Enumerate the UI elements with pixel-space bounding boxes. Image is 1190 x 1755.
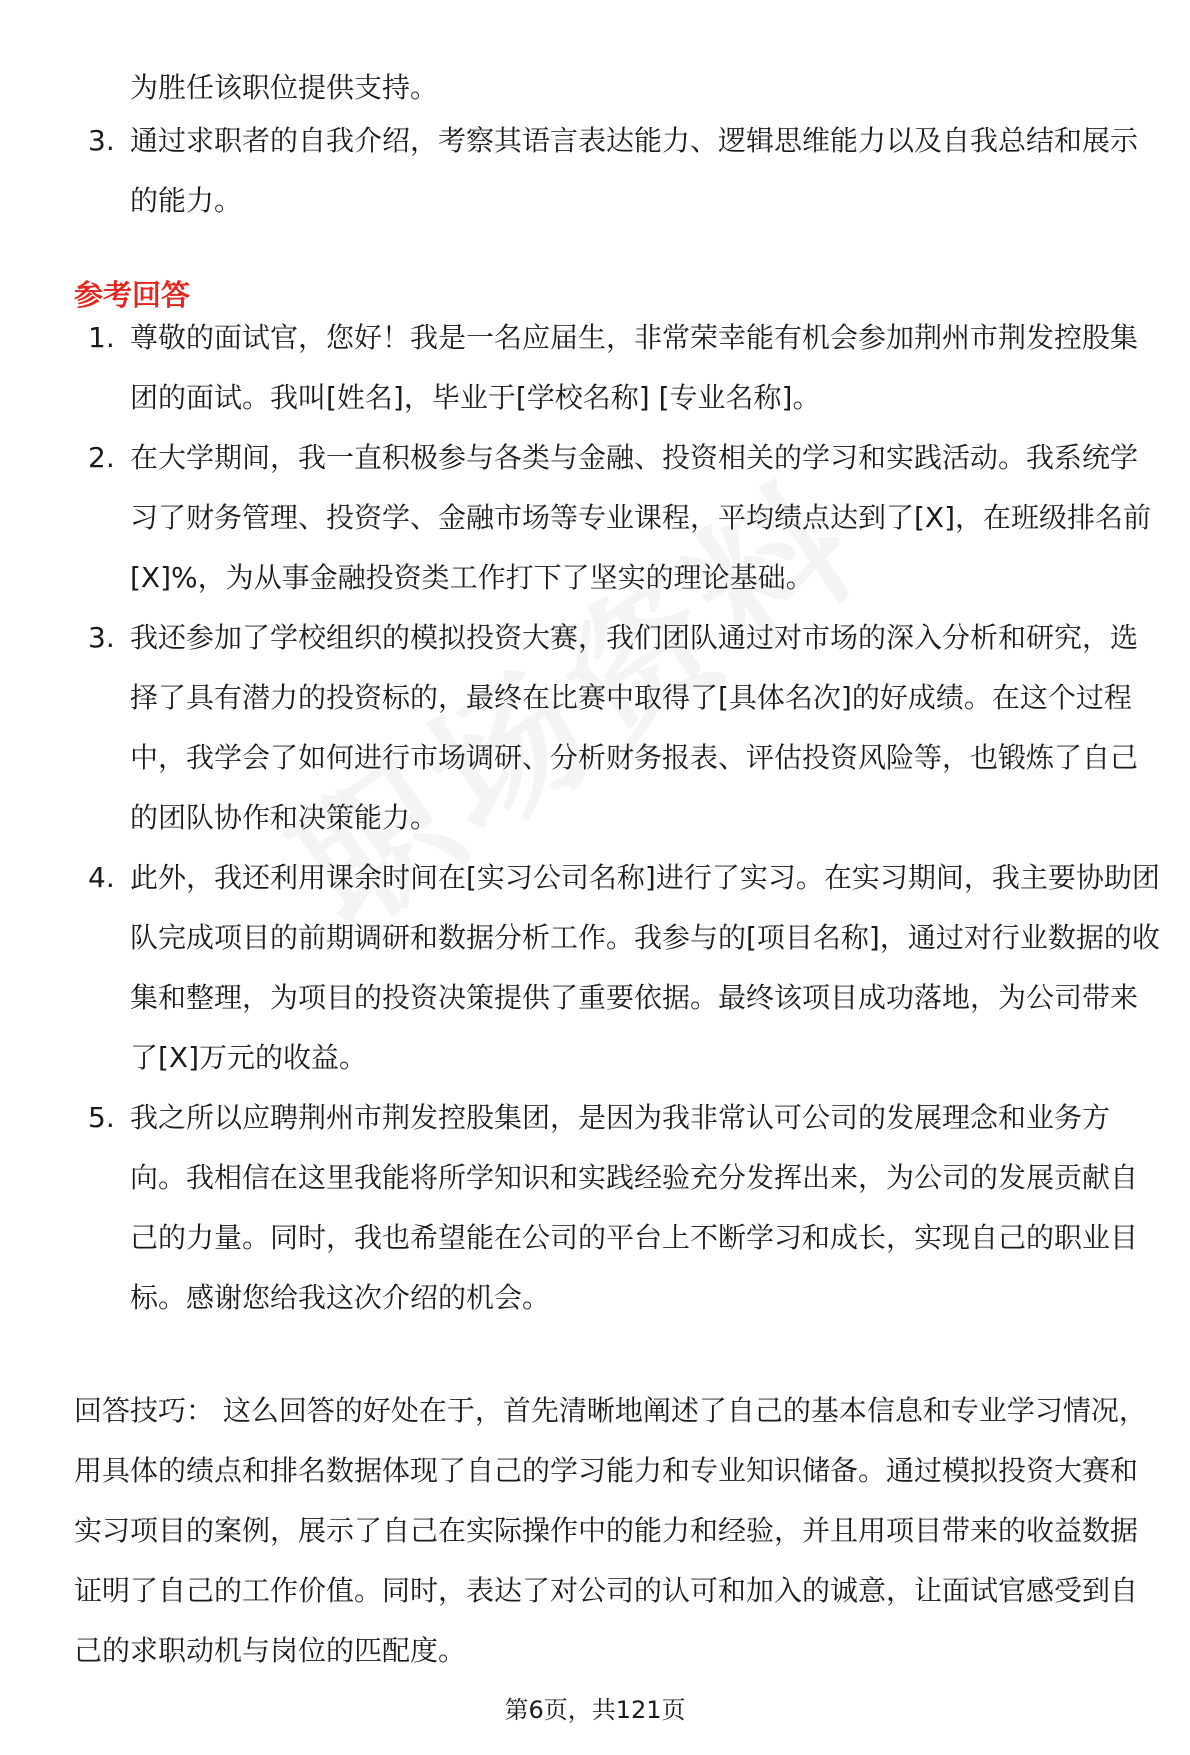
list-item (0, 111, 1190, 231)
answer-tips-paragraph: 回答技巧： 这么回答的好处在于，首先清晰地阐述了自己的基本信息和专业学习情况，用具体的绩点和排名数据体现了自己的学习能力和专业知识储备。通过模拟投资大赛和实习项目的案例，展示了自己在实际操作中的能力和经验，并且用项目带来的收益数据证明了自己的工作价值。同时，表达了对公司的认可和加入的诚意，让面试官感受到自己的求职动机与岗位的匹配度。 (74, 1394, 1147, 1667)
answer-list (0, 308, 1190, 1328)
list-item-number: 2. (88, 441, 115, 474)
answer-heading: 参考回答 (74, 278, 191, 312)
list-item (0, 308, 1190, 428)
list-item-text: 尊敬的面试官，您好！我是一名应届生，非常荣幸能有机会参加荆州市荆发控股集团的面试。我叫[姓名]，毕业于[学校名称] [专业名称]。 (130, 321, 1139, 414)
list-item-text: 在大学期间，我一直积极参与各类与金融、投资相关的学习和实践活动。我系统学习了财务管理、投资学、金融市场等专业课程，平均绩点达到了[X]，在班级排名前[X]%，为从事金融投资类工作打下了坚实的理论基础。 (130, 441, 1152, 594)
list-item (0, 608, 1190, 848)
list-item (0, 848, 1190, 1088)
list-item (0, 1088, 1190, 1328)
page-number: 第6页，共121页 (504, 1696, 686, 1724)
list-item (0, 58, 1190, 118)
previous-list-continuation (0, 58, 1190, 118)
list-item-text: 为胜任该职位提供支持。 (130, 71, 439, 104)
list-item-number: 5. (88, 1101, 115, 1134)
list-item-text: 此外，我还利用课余时间在[实习公司名称]进行了实习。在实习期间，我主要协助团队完成项目的前期调研和数据分析工作。我参与的[项目名称]，通过对行业数据的收集和整理，为项目的投资决策提供了重要依据。最终该项目成功落地，为公司带来了[X]万元的收益。 (130, 861, 1160, 1074)
intro-list (0, 111, 1190, 231)
list-item-text: 我之所以应聘荆州市荆发控股集团，是因为我非常认可公司的发展理念和业务方向。我相信在这里我能将所学知识和实践经验充分发挥出来，为公司的发展贡献自己的力量。同时，我也希望能在公司的平台上不断学习和成长，实现自己的职业目标。感谢您给我这次介绍的机会。 (130, 1101, 1139, 1314)
list-item (0, 428, 1190, 608)
list-item-number: 3. (88, 621, 115, 654)
list-item-text: 我还参加了学校组织的模拟投资大赛，我们团队通过对市场的深入分析和研究，选择了具有潜力的投资标的，最终在比赛中取得了[具体名次]的好成绩。在这个过程中，我学会了如何进行市场调研、分析财务报表、评估投资风险等，也锻炼了自己的团队协作和决策能力。 (130, 621, 1139, 834)
list-item-text: 通过求职者的自我介绍，考察其语言表达能力、逻辑思维能力以及自我总结和展示的能力。 (130, 124, 1139, 217)
list-item-number: 1. (88, 321, 115, 354)
list-item-number: 3. (88, 124, 115, 157)
list-item-number: 4. (88, 861, 115, 894)
